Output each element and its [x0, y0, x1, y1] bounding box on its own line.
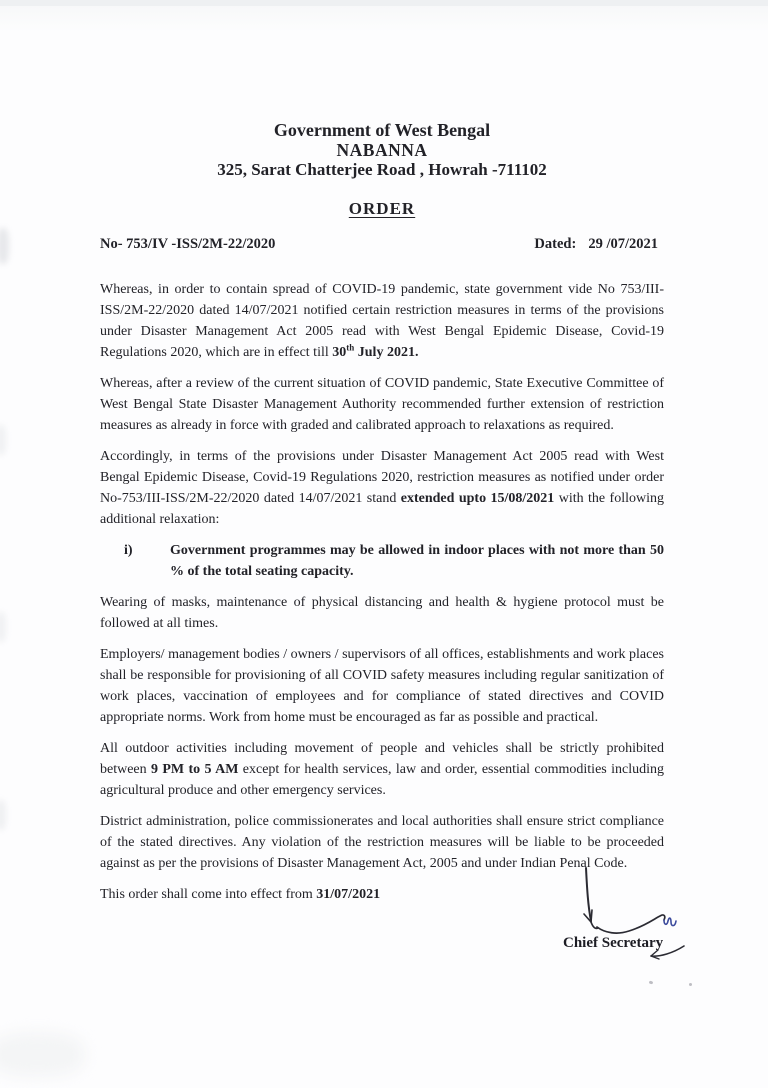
reference-row: [100, 236, 664, 253]
para-whereas-restrictions: Whereas, in order to contain spread of COVID-19 pandemic, state government vide No 753/III-ISS/2M-22/2020 dated 14/07/2021 notified certain restriction measures in terms of the provisions under Disaster Management Act 2005 read with West Bengal Epidemic Disease, Covid-19 Regulations 2020, which are in effect till 30th July 2021.: [100, 282, 664, 360]
ink-speck: [689, 983, 692, 986]
office-address: 325, Sarat Chatterjee Road , Howrah -711102: [217, 160, 547, 179]
scan-smudge: [0, 1032, 85, 1077]
scan-smudge: [0, 800, 6, 830]
para-enforcement: District administration, police commissionerates and local authorities shall ensure strict compliance of the stated directives. Any violation of the restriction measures will be liable to be proceeded against as per the provisions of Disaster Management Act, 2005 and under Indian Penal Code.: [100, 814, 664, 871]
scan-smudge: [0, 425, 6, 455]
scan-top-shadow: [0, 6, 768, 32]
building-name: NABANNA: [336, 140, 428, 160]
order-document: [100, 120, 664, 915]
para-employers-responsibility: Employers/ management bodies / owners / supervisors of all offices, establishments and work places shall be responsible for provisioning of all COVID safety measures including regular sanitization of work places, vaccination of employees and for compliance of stated directives and COVID appropriate norms. Work from home must be encouraged as far as possible and practical.: [100, 647, 664, 725]
dated-label: Dated:: [534, 236, 577, 252]
list-marker: i): [124, 543, 133, 558]
para-masks-protocol: Wearing of masks, maintenance of physical distancing and health & hygiene protocol must be followed at all times.: [100, 595, 664, 631]
order-number: No- 753/IV -ISS/2M-22/2020: [100, 236, 276, 252]
scan-smudge: [0, 612, 6, 642]
signatory-title: Chief Secretary: [563, 935, 664, 951]
para-accordingly-extension: Accordingly, in terms of the provisions under Disaster Management Act 2005 read with West Bengal Epidemic Disease, Covid-19 Regulations 2020, restriction measures as notified under order No-753/III-ISS/2M-22/2020 dated 14/07/2021 stand extended upto 15/08/2021 with the following additional relaxation:: [100, 449, 664, 527]
document-title: ORDER: [348, 199, 416, 218]
para-whereas-review: Whereas, after a review of the current situation of COVID pandemic, State Executive Committee of West Bengal State Disaster Management Authority recommended further extension of restriction measures as already in force with graded and calibrated approach to relaxations as required.: [100, 376, 664, 433]
scan-smudge: [0, 228, 9, 264]
dated-group: [534, 236, 658, 253]
ink-speck: [649, 980, 654, 984]
dated-value: 29 /07/2021: [588, 236, 658, 252]
issuing-authority: Government of West Bengal: [273, 120, 491, 140]
para-effective-date: This order shall come into effect from 31/07/2021: [100, 887, 381, 902]
signature-ink: [555, 850, 715, 975]
relaxation-item-i: [100, 540, 664, 582]
list-item-text: Government programmes may be allowed in indoor places with not more than 50 % of the total seating capacity.: [170, 543, 664, 579]
para-night-curfew: All outdoor activities including movement of people and vehicles shall be strictly prohibited between 9 PM to 5 AM except for health services, law and order, essential commodities including agricultural produce and other emergency services.: [100, 741, 664, 798]
